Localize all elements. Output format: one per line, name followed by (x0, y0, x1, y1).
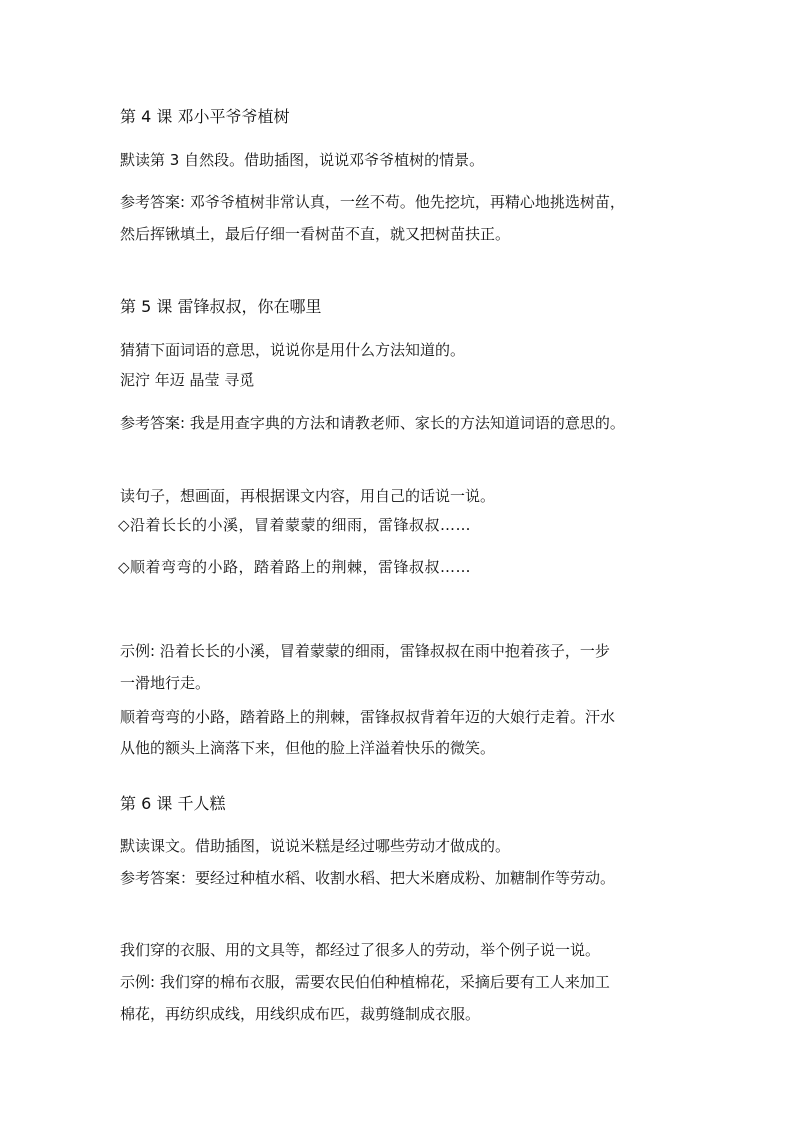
lesson-5-example-line-2: 一滑地行走。 (120, 674, 211, 692)
lesson-5-question: 猜猜下面词语的意思，说说你是用什么方法知道的。 (120, 341, 466, 359)
lesson-5-example-line-1: 示例: 沿着长长的小溪，冒着蒙蒙的细雨，雷锋叔叔在雨中抱着孩子，一步 (120, 642, 610, 660)
lesson-6-question-2: 我们穿的衣服、用的文具等，都经过了很多人的劳动，举个例子说一说。 (120, 941, 601, 959)
lesson-6-title: 第 6 课 千人糕 (120, 794, 226, 813)
lesson-6-question: 默读课文。借助插图，说说米糕是经过哪些劳动才做成的。 (120, 837, 511, 855)
lesson-6-answer: 参考答案：要经过种植水稻、收割水稻、把大米磨成粉、加糖制作等劳动。 (120, 869, 616, 887)
lesson-5-example-line-4: 从他的额头上滴落下来，但他的脸上洋溢着快乐的微笑。 (120, 739, 496, 757)
lesson-5-words: 泥泞 年迈 晶莹 寻觅 (120, 371, 255, 389)
lesson-6-example-line-1: 示例: 我们穿的棉布衣服，需要农民伯伯种植棉花，采摘后要有工人来加工 (120, 973, 610, 991)
lesson-4-question: 默读第 3 自然段。借助插图，说说邓爷爷植树的情景。 (120, 151, 485, 169)
lesson-5-sentence-2: ◇顺着弯弯的小路，踏着路上的荆棘，雷锋叔叔…… (118, 558, 472, 576)
lesson-6-example-line-2: 棉花，再纺织成线，用线织成布匹，裁剪缝制成衣服。 (120, 1005, 481, 1023)
lesson-5-answer: 参考答案: 我是用查字典的方法和请教老师、家长的方法知道词语的意思的。 (120, 414, 625, 432)
lesson-5-sentence-1: ◇沿着长长的小溪，冒着蒙蒙的细雨，雷锋叔叔…… (118, 516, 472, 534)
lesson-4-answer-line-1: 参考答案: 邓爷爷植树非常认真，一丝不苟。他先挖坑，再精心地挑选树苗， (120, 193, 625, 211)
lesson-5-question-2: 读句子，想画面，再根据课文内容，用自己的话说一说。 (120, 487, 496, 505)
lesson-5-example-line-3: 顺着弯弯的小路，踏着路上的荆棘，雷锋叔叔背着年迈的大娘行走着。汗水 (120, 708, 616, 726)
lesson-4-title: 第 4 课 邓小平爷爷植树 (120, 107, 290, 126)
lesson-4-answer-line-2: 然后挥锹填土，最后仔细一看树苗不直，就又把树苗扶正。 (120, 225, 511, 243)
lesson-5-title: 第 5 课 雷锋叔叔，你在哪里 (120, 297, 322, 316)
